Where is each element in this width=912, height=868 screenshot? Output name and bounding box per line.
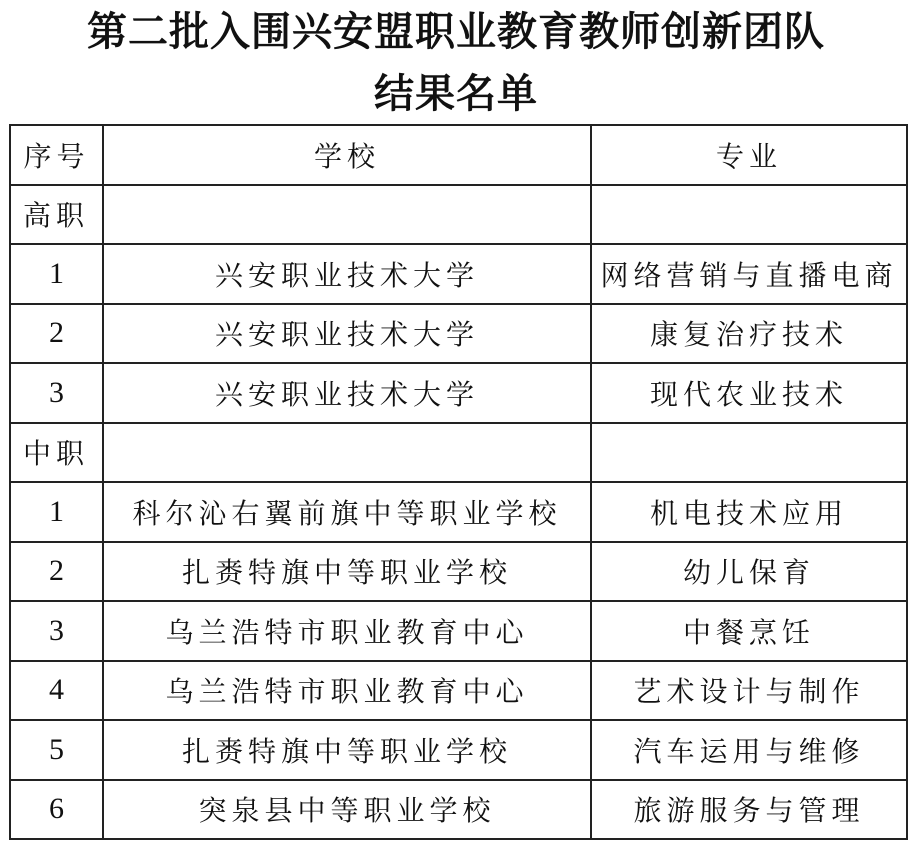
row-major: 机电技术应用 <box>591 482 907 542</box>
row-number: 5 <box>10 720 103 780</box>
row-school: 乌兰浩特市职业教育中心 <box>103 661 591 721</box>
row-major: 旅游服务与管理 <box>591 780 907 840</box>
table-row <box>10 720 907 780</box>
header-major: 专业 <box>591 125 907 185</box>
row-school: 科尔沁右翼前旗中等职业学校 <box>103 482 591 542</box>
table-header-row <box>10 125 907 185</box>
row-number: 2 <box>10 542 103 602</box>
group-empty-cell <box>591 423 907 483</box>
table-row <box>10 542 907 602</box>
row-number: 2 <box>10 304 103 364</box>
group-empty-cell <box>103 185 591 245</box>
header-school: 学校 <box>103 125 591 185</box>
row-major: 康复治疗技术 <box>591 304 907 364</box>
row-school: 兴安职业技术大学 <box>103 304 591 364</box>
row-major: 幼儿保育 <box>591 542 907 602</box>
row-school: 兴安职业技术大学 <box>103 244 591 304</box>
row-major: 现代农业技术 <box>591 363 907 423</box>
table-row <box>10 780 907 840</box>
table-row <box>10 244 907 304</box>
row-major: 艺术设计与制作 <box>591 661 907 721</box>
row-school: 扎赉特旗中等职业学校 <box>103 542 591 602</box>
group-empty-cell <box>103 423 591 483</box>
row-school: 乌兰浩特市职业教育中心 <box>103 601 591 661</box>
table-row <box>10 304 907 364</box>
table-row <box>10 482 907 542</box>
row-number: 3 <box>10 363 103 423</box>
row-number: 1 <box>10 482 103 542</box>
group-empty-cell <box>591 185 907 245</box>
document-title-line-1: 第二批入围兴安盟职业教育教师创新团队 <box>87 9 825 55</box>
table-row <box>10 363 907 423</box>
row-school: 突泉县中等职业学校 <box>103 780 591 840</box>
header-number: 序号 <box>10 125 103 185</box>
row-number: 1 <box>10 244 103 304</box>
group-label: 高职 <box>10 185 103 245</box>
row-number: 3 <box>10 601 103 661</box>
row-major: 中餐烹饪 <box>591 601 907 661</box>
row-number: 4 <box>10 661 103 721</box>
group-row-secondary-vocational <box>10 423 907 483</box>
row-major: 汽车运用与维修 <box>591 720 907 780</box>
document-title-line-2: 结果名单 <box>374 71 538 117</box>
group-row-higher-vocational <box>10 185 907 245</box>
row-number: 6 <box>10 780 103 840</box>
row-major: 网络营销与直播电商 <box>591 244 907 304</box>
group-label: 中职 <box>10 423 103 483</box>
table-row <box>10 661 907 721</box>
results-table <box>9 124 908 840</box>
table-row <box>10 601 907 661</box>
row-school: 扎赉特旗中等职业学校 <box>103 720 591 780</box>
row-school: 兴安职业技术大学 <box>103 363 591 423</box>
